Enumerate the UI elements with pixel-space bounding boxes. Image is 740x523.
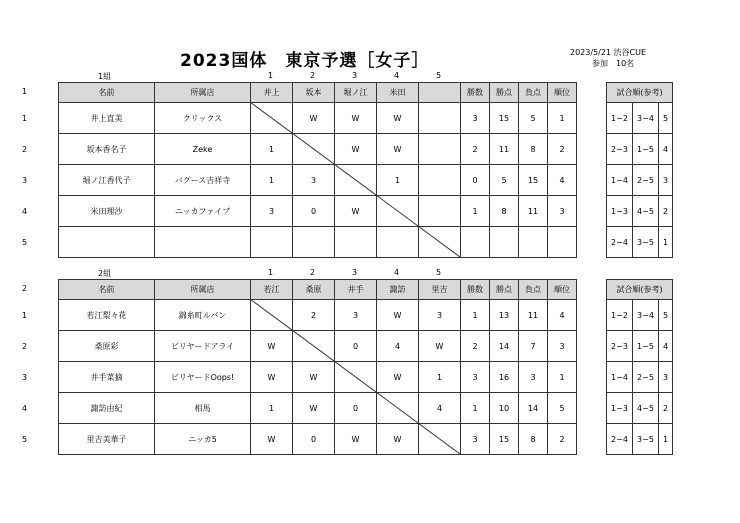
- header-cell: [419, 83, 461, 103]
- row-index: 2: [22, 145, 28, 154]
- match-order-cell: 2−5: [633, 362, 659, 393]
- match-order-cell: 2−3: [607, 134, 633, 165]
- match-order-cell: 1−3: [607, 393, 633, 424]
- table-cell: 4: [548, 300, 577, 331]
- table-cell: 3: [293, 165, 335, 196]
- match-order-cell: 3: [659, 362, 673, 393]
- table-cell: 若江梨々花: [59, 300, 155, 331]
- row-index: 3: [22, 373, 28, 382]
- table-cell: [519, 227, 548, 258]
- table-cell: 堀ノ江香代子: [59, 165, 155, 196]
- table-cell: 7: [519, 331, 548, 362]
- column-number: 1: [268, 71, 274, 80]
- match-order-row: [607, 227, 673, 258]
- table-cell: W: [419, 331, 461, 362]
- match-order-row: [607, 331, 673, 362]
- table-cell: 3: [548, 196, 577, 227]
- row-index: 5: [22, 435, 28, 444]
- match-order-cell: 1−2: [607, 103, 633, 134]
- table-cell: 4: [419, 393, 461, 424]
- table-cell: 1: [377, 165, 419, 196]
- match-order-table: [606, 82, 673, 258]
- table-cell: 錦糸町ルパン: [155, 300, 251, 331]
- table-cell: W: [377, 300, 419, 331]
- match-order-cell: 1−2: [607, 300, 633, 331]
- match-order-row: [607, 196, 673, 227]
- table-cell: 1: [419, 362, 461, 393]
- match-order-cell: 2−4: [607, 424, 633, 455]
- date-venue: 2023/5/21 渋谷CUE: [570, 48, 647, 57]
- table-cell: 1: [461, 300, 490, 331]
- column-number: 5: [436, 71, 442, 80]
- table-cell: W: [377, 362, 419, 393]
- table-cell: [461, 227, 490, 258]
- match-order-cell: 2−4: [607, 227, 633, 258]
- table-cell: 井上直美: [59, 103, 155, 134]
- table-cell: 11: [519, 196, 548, 227]
- match-order-cell: 4: [659, 331, 673, 362]
- table-cell: 15: [519, 165, 548, 196]
- match-order-cell: 3−4: [633, 300, 659, 331]
- table-cell: バグース吉祥寺: [155, 165, 251, 196]
- table-cell: W: [377, 424, 419, 455]
- table-cell: Zeke: [155, 134, 251, 165]
- table-cell: W: [251, 331, 293, 362]
- match-order-cell: 2: [659, 196, 673, 227]
- table-cell: 2: [548, 424, 577, 455]
- group-label: 2組: [98, 269, 112, 278]
- table-cell: 1: [251, 134, 293, 165]
- table-cell: W: [293, 362, 335, 393]
- match-order-cell: 2−3: [607, 331, 633, 362]
- header-cell: 井手: [335, 280, 377, 300]
- table-cell: 2: [548, 134, 577, 165]
- header-cell: 名前: [59, 83, 155, 103]
- table-cell: 8: [490, 196, 519, 227]
- table-cell: 3: [461, 362, 490, 393]
- column-number: 4: [394, 71, 400, 80]
- table-cell: 4: [548, 165, 577, 196]
- table-cell: W: [293, 103, 335, 134]
- match-order-cell: 1−4: [607, 165, 633, 196]
- table-cell: [548, 227, 577, 258]
- table-cell: 1: [548, 362, 577, 393]
- header-cell: 順位: [548, 83, 577, 103]
- header-cell: 負点: [519, 83, 548, 103]
- diagonal-line: [250, 102, 460, 257]
- match-order-cell: 3: [659, 165, 673, 196]
- table-cell: W: [335, 134, 377, 165]
- match-order-cell: 2−5: [633, 165, 659, 196]
- table-cell: [155, 227, 251, 258]
- table-cell: 5: [490, 165, 519, 196]
- table-cell: W: [251, 362, 293, 393]
- table-cell: 14: [519, 393, 548, 424]
- group-label: 1組: [98, 72, 112, 81]
- header-cell: 坂本: [293, 83, 335, 103]
- header-cell: 堀ノ江: [335, 83, 377, 103]
- column-number: 2: [310, 71, 316, 80]
- match-order-cell: 5: [659, 103, 673, 134]
- match-order-cell: 1: [659, 424, 673, 455]
- table-cell: ニッカ5: [155, 424, 251, 455]
- match-order-row: [607, 362, 673, 393]
- match-order-cell: 5: [659, 300, 673, 331]
- table-cell: 諏訪由紀: [59, 393, 155, 424]
- header-cell: 若江: [251, 280, 293, 300]
- match-order-cell: 3−5: [633, 424, 659, 455]
- match-order-cell: 3−5: [633, 227, 659, 258]
- column-number: 2: [310, 268, 316, 277]
- diagonal-line: [250, 299, 460, 454]
- header-cell: 名前: [59, 280, 155, 300]
- header-cell: 勝点: [490, 83, 519, 103]
- table-cell: 坂本香名子: [59, 134, 155, 165]
- table-cell: 井手菜摘: [59, 362, 155, 393]
- table-cell: ビリヤードOops!: [155, 362, 251, 393]
- table-cell: 14: [490, 331, 519, 362]
- match-order-cell: 1−5: [633, 331, 659, 362]
- row-index: 4: [22, 404, 28, 413]
- header-cell: 米田: [377, 83, 419, 103]
- row-index: 3: [22, 176, 28, 185]
- header-cell: 井上: [251, 83, 293, 103]
- table-cell: W: [335, 424, 377, 455]
- table-cell: W: [335, 103, 377, 134]
- table-cell: 2: [293, 300, 335, 331]
- table-cell: 2: [461, 331, 490, 362]
- table-cell: 1: [251, 165, 293, 196]
- table-cell: W: [251, 424, 293, 455]
- row-index: 1: [22, 114, 28, 123]
- table-cell: 3: [335, 300, 377, 331]
- match-order-cell: 1−5: [633, 134, 659, 165]
- table-cell: 1: [251, 393, 293, 424]
- match-order-table: [606, 279, 673, 455]
- page-title: 2023国体 東京予選［女子］: [180, 51, 430, 71]
- table-cell: 4: [377, 331, 419, 362]
- match-order-row: [607, 300, 673, 331]
- match-order-row: [607, 103, 673, 134]
- table-cell: 16: [490, 362, 519, 393]
- table-cell: 2: [461, 134, 490, 165]
- header-cell: 勝数: [461, 280, 490, 300]
- table-cell: 1: [461, 196, 490, 227]
- header-cell: 桑原: [293, 280, 335, 300]
- table-cell: 15: [490, 103, 519, 134]
- table-cell: 5: [548, 393, 577, 424]
- row-index: 1: [22, 311, 28, 320]
- table-cell: 桑原彩: [59, 331, 155, 362]
- table-cell: 0: [293, 196, 335, 227]
- header-cell: 所属店: [155, 83, 251, 103]
- table-cell: 3: [461, 424, 490, 455]
- row-index: 2: [22, 342, 28, 351]
- header-cell: 勝点: [490, 280, 519, 300]
- table-cell: 里吉美華子: [59, 424, 155, 455]
- table-cell: 8: [519, 424, 548, 455]
- match-order-header: 試合順(参考): [607, 280, 673, 300]
- group-index: 1: [22, 87, 28, 96]
- table-cell: クリックス: [155, 103, 251, 134]
- table-cell: ビリヤードアライ: [155, 331, 251, 362]
- table-cell: 3: [461, 103, 490, 134]
- table-cell: [59, 227, 155, 258]
- table-cell: 8: [519, 134, 548, 165]
- table-cell: 米田理沙: [59, 196, 155, 227]
- match-order-header: 試合順(参考): [607, 83, 673, 103]
- match-order-cell: 1−4: [607, 362, 633, 393]
- match-order-cell: 4−5: [633, 393, 659, 424]
- participants: 参加 10名: [592, 59, 635, 68]
- column-number: 4: [394, 268, 400, 277]
- match-order-cell: 2: [659, 393, 673, 424]
- table-cell: 1: [461, 393, 490, 424]
- match-order-cell: 1: [659, 227, 673, 258]
- match-order-row: [607, 393, 673, 424]
- match-order-row: [607, 134, 673, 165]
- row-index: 4: [22, 207, 28, 216]
- table-cell: W: [335, 196, 377, 227]
- table-cell: 3: [519, 362, 548, 393]
- column-number: 3: [352, 268, 358, 277]
- table-cell: 0: [335, 393, 377, 424]
- header-cell: 順位: [548, 280, 577, 300]
- table-cell: 3: [419, 300, 461, 331]
- match-order-row: [607, 165, 673, 196]
- table-cell: W: [377, 103, 419, 134]
- table-cell: 相馬: [155, 393, 251, 424]
- table-cell: 5: [519, 103, 548, 134]
- table-cell: 1: [548, 103, 577, 134]
- table-cell: W: [293, 393, 335, 424]
- header-cell: 勝数: [461, 83, 490, 103]
- match-order-cell: 4: [659, 134, 673, 165]
- table-cell: 11: [490, 134, 519, 165]
- table-cell: 10: [490, 393, 519, 424]
- match-order-row: [607, 424, 673, 455]
- column-number: 5: [436, 268, 442, 277]
- table-cell: 13: [490, 300, 519, 331]
- table-cell: 11: [519, 300, 548, 331]
- table-cell: 0: [293, 424, 335, 455]
- row-index: 5: [22, 238, 28, 247]
- header-cell: 所属店: [155, 280, 251, 300]
- match-order-cell: 1−3: [607, 196, 633, 227]
- table-cell: W: [377, 134, 419, 165]
- table-cell: 15: [490, 424, 519, 455]
- table-cell: [490, 227, 519, 258]
- table-cell: 3: [251, 196, 293, 227]
- group-index: 2: [22, 284, 28, 293]
- column-number: 1: [268, 268, 274, 277]
- table-cell: 0: [461, 165, 490, 196]
- match-order-cell: 4−5: [633, 196, 659, 227]
- column-number: 3: [352, 71, 358, 80]
- table-cell: 0: [335, 331, 377, 362]
- header-cell: 諏訪: [377, 280, 419, 300]
- header-cell: 里吉: [419, 280, 461, 300]
- table-cell: ニッカファイブ: [155, 196, 251, 227]
- table-cell: 3: [548, 331, 577, 362]
- match-order-cell: 3−4: [633, 103, 659, 134]
- header-cell: 負点: [519, 280, 548, 300]
